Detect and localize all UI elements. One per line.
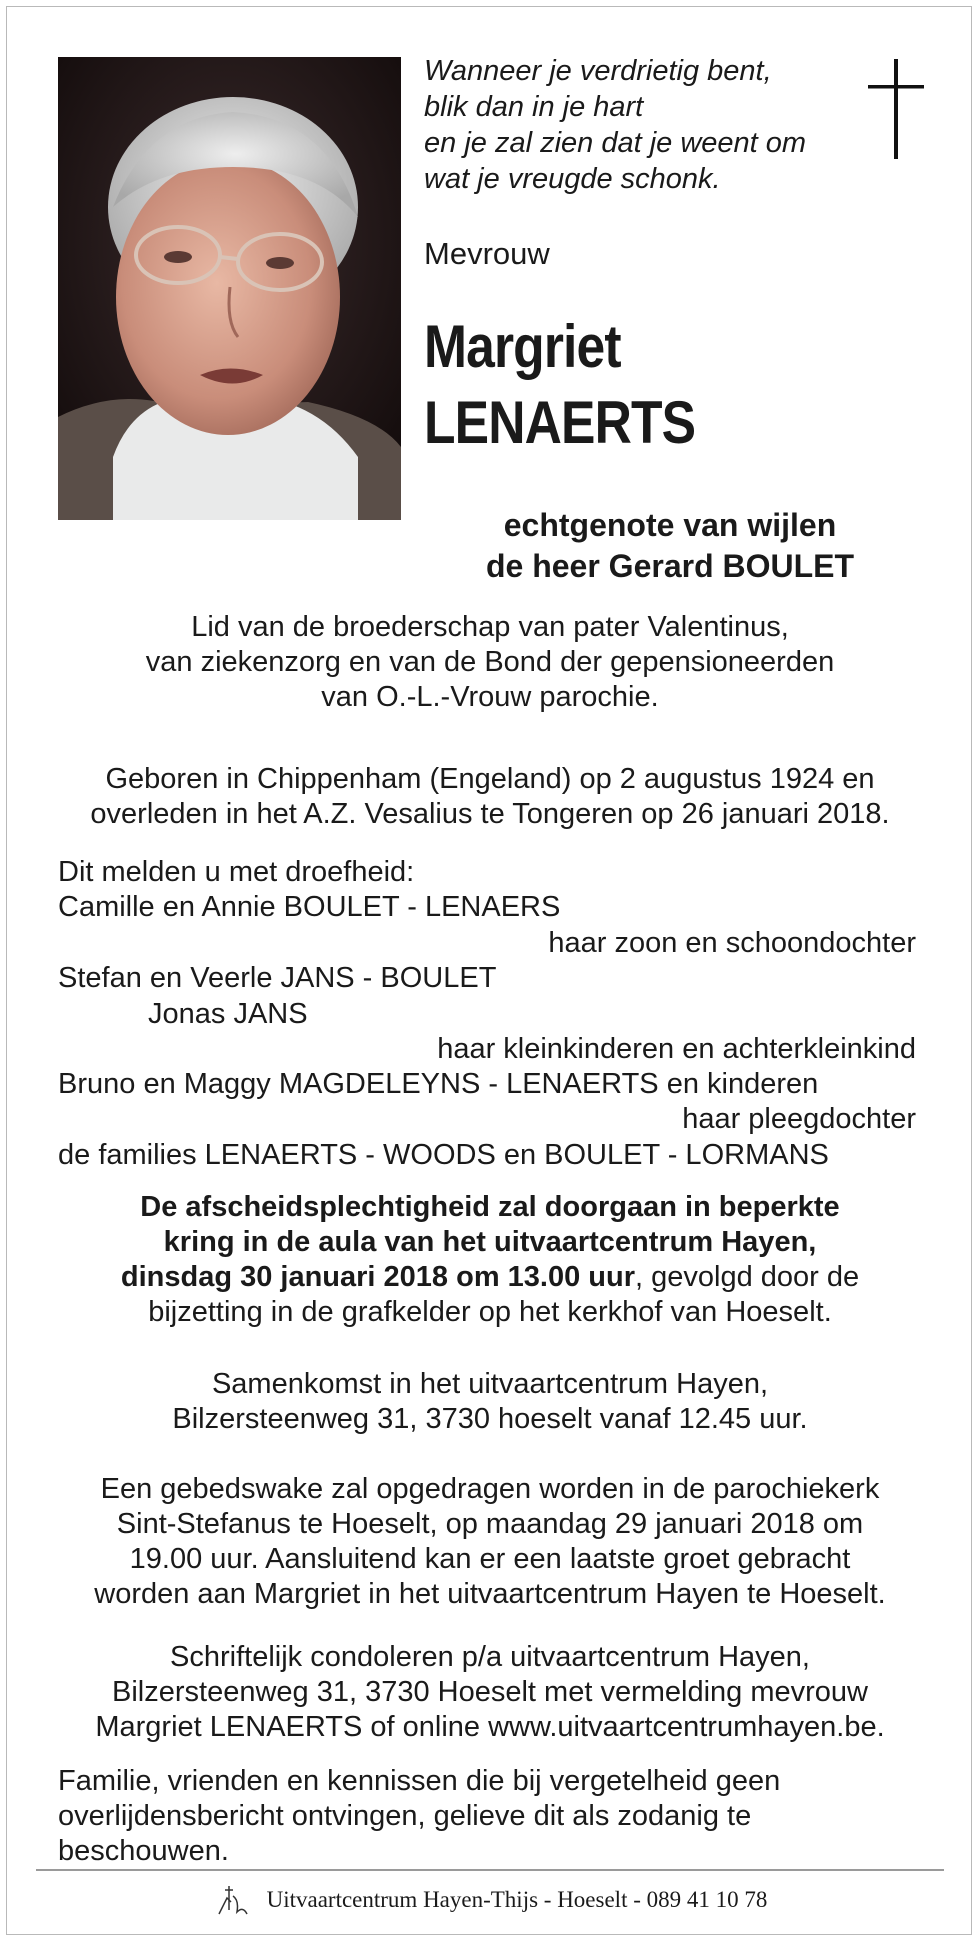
family-relation: haar kleinkinderen en achterkleinkind: [437, 1033, 916, 1065]
footer-divider: [36, 1869, 944, 1871]
membership-line: van O.-L.-Vrouw parochie.: [321, 681, 659, 713]
family-member: Bruno en Maggy MAGDELEYNS - LENAERTS en kinderen: [58, 1068, 819, 1100]
closing-block: [58, 1764, 780, 1869]
condolences-line: Schriftelijk condoleren p/a uitvaartcentrum Hayen,: [170, 1641, 810, 1673]
ceremony-line-rest: , gevolgd door de: [635, 1261, 860, 1293]
condolences-block: [40, 1640, 940, 1745]
vigil-line: 19.00 uur. Aansluitend kan er een laatste groet gebracht: [129, 1543, 851, 1575]
family-member: Jonas JANS: [148, 998, 308, 1030]
deceased-last-name: LENAERTS: [424, 389, 696, 456]
vigil-line: Een gebedswake zal opgedragen worden in de parochiekerk: [100, 1473, 880, 1505]
membership-block: [40, 610, 940, 715]
vigil-line: worden aan Margriet in het uitvaartcentrum Hayen te Hoeselt.: [94, 1578, 886, 1610]
vigil-line: Sint-Stefanus te Hoeselt, op maandag 29 januari 2018 om: [116, 1508, 864, 1540]
condolences-line: Margriet LENAERTS of online www.uitvaartcentrumhayen.be.: [95, 1711, 885, 1743]
closing-line: overlijdensbericht ontvingen, gelieve dit als zodanig te: [58, 1800, 752, 1832]
membership-line: Lid van de broederschap van pater Valentinus,: [191, 611, 789, 643]
family-member: Camille en Annie BOULET - LENAERS: [58, 891, 561, 923]
poem-line: blik dan in je hart: [424, 91, 644, 123]
poem-line: en je zal zien dat je weent om: [424, 127, 807, 159]
funeral-home-logo-icon: [213, 1880, 253, 1920]
portrait-image: [58, 57, 401, 520]
ceremony-bold-line: De afscheidsplechtigheid zal doorgaan in beperkte: [140, 1191, 840, 1223]
spouse-line: de heer Gerard BOULET: [485, 548, 855, 584]
poem-line: wat je vreugde schonk.: [424, 163, 721, 195]
family-member: de families LENAERTS - WOODS en BOULET - LORMANS: [58, 1139, 829, 1171]
poem: [424, 53, 854, 197]
family-member: Stefan en Veerle JANS - BOULET: [58, 962, 497, 994]
salutation: Mevrouw: [424, 236, 550, 271]
birth-death-line: Geboren in Chippenham (Engeland) op 2 augustus 1924 en: [105, 763, 875, 795]
gathering-line: Bilzersteenweg 31, 3730 hoeselt vanaf 12.45 uur.: [172, 1403, 808, 1435]
birth-death-line: overleden in het A.Z. Vesalius te Tongeren op 26 januari 2018.: [90, 798, 890, 830]
gathering-block: [40, 1367, 940, 1437]
cross-icon: [868, 59, 924, 159]
deceased-first-name: Margriet: [424, 313, 621, 380]
footer: [0, 1880, 980, 1925]
ceremony-bold-line: kring in de aula van het uitvaartcentrum Hayen,: [163, 1226, 817, 1258]
family-relation: haar pleegdochter: [682, 1103, 916, 1135]
condolences-line: Bilzersteenweg 31, 3730 Hoeselt met vermelding mevrouw: [112, 1676, 868, 1708]
footer-text: Uitvaartcentrum Hayen-Thijs - Hoeselt - 089 41 10 78: [266, 1887, 768, 1912]
spouse-info: [440, 505, 900, 587]
vigil-block: [40, 1472, 940, 1612]
birth-death-block: [40, 762, 940, 832]
spouse-line: echtgenote van wijlen: [503, 507, 837, 543]
family-intro: Dit melden u met droefheid:: [58, 856, 415, 888]
closing-line: Familie, vrienden en kennissen die bij vergetelheid geen: [58, 1765, 781, 1797]
membership-line: van ziekenzorg en van de Bond der gepensioneerden: [145, 646, 835, 678]
poem-line: Wanneer je verdrietig bent,: [424, 55, 772, 87]
ceremony-date-time: dinsdag 30 januari 2018 om 13.00 uur: [120, 1261, 636, 1293]
closing-line: beschouwen.: [58, 1835, 229, 1867]
gathering-line: Samenkomst in het uitvaartcentrum Hayen,: [211, 1368, 769, 1400]
ceremony-block: [40, 1190, 940, 1330]
ceremony-line: bijzetting in de grafkelder op het kerkhof van Hoeselt.: [148, 1296, 832, 1328]
portrait-photo: [58, 57, 401, 520]
family-relation: haar zoon en schoondochter: [548, 927, 916, 959]
